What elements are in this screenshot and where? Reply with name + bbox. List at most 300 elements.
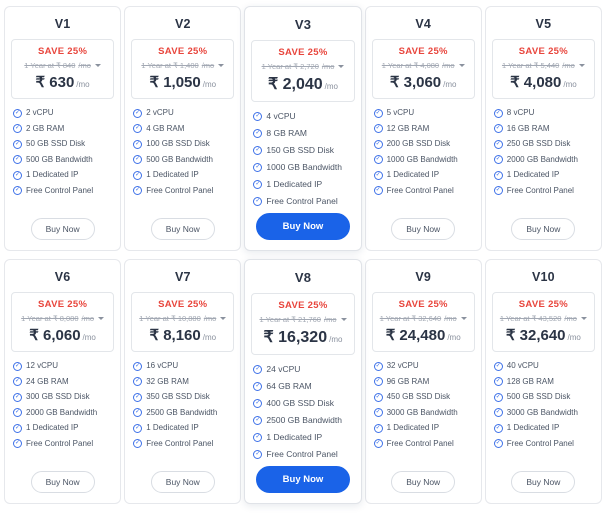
check-circle-icon: ✓ (495, 378, 501, 384)
list-item (253, 364, 354, 374)
feature-label: 2500 GB Bandwidth (266, 415, 342, 425)
feature-label: 500 GB Bandwidth (146, 154, 213, 164)
check-circle-icon: ✓ (255, 197, 261, 204)
check-circle-icon: ✓ (135, 362, 141, 369)
check-circle-icon: ✓ (375, 440, 381, 446)
term-original-price: 1 Year at ₹ 8,080 (21, 314, 79, 323)
list-item (253, 449, 354, 459)
check-circle-icon: ✓ (495, 109, 501, 116)
plan-price-period: /mo (76, 80, 90, 89)
feature-label: 16 GB RAM (506, 123, 550, 133)
list-item (374, 377, 475, 387)
feature-label: Free Control Panel (26, 438, 94, 448)
check-circle-icon: ✓ (495, 187, 501, 193)
feature-label: 1 Dedicated IP (506, 170, 560, 179)
feature-label: Free Control Panel (506, 185, 574, 195)
pricing-card-v3 (244, 6, 361, 251)
price-line (390, 73, 457, 91)
list-item (253, 432, 354, 442)
check-circle-icon: ✓ (14, 409, 21, 415)
list-item (133, 186, 234, 196)
check-circle-icon: ✓ (255, 416, 261, 423)
check-circle-icon: ✓ (495, 171, 501, 178)
feature-label: 2000 GB Bandwidth (506, 154, 578, 164)
buy-now-button[interactable]: Buy Now (391, 471, 455, 493)
check-circle-icon: ✓ (255, 450, 261, 457)
plan-price-period: /mo (324, 82, 338, 91)
term-per-label: /mo (442, 61, 455, 70)
plan-title: V3 (294, 17, 312, 32)
list-item (494, 170, 595, 180)
feature-label: 5 vCPU (386, 108, 415, 117)
check-circle-icon: ✓ (255, 365, 261, 372)
save-badge: SAVE 25% (37, 46, 88, 57)
check-circle-icon: ✓ (14, 424, 21, 431)
feature-label: 2 GB RAM (26, 123, 65, 133)
check-circle-icon: ✓ (495, 424, 501, 431)
plan-price: ₹ 3,060 (389, 74, 442, 91)
list-item (374, 439, 475, 449)
plan-price: ₹ 630 (35, 74, 75, 91)
price-line (149, 326, 216, 344)
check-circle-icon: ✓ (14, 362, 21, 369)
price-box (11, 292, 114, 352)
term-original-price: 1 Year at ₹ 21,760 (259, 315, 321, 324)
feature-list (131, 108, 234, 201)
list-item (253, 381, 354, 391)
check-circle-icon: ✓ (14, 187, 21, 193)
feature-label: Free Control Panel (266, 196, 338, 206)
plan-price-period: /mo (202, 333, 217, 342)
check-circle-icon: ✓ (375, 393, 381, 400)
list-item (133, 361, 234, 371)
list-item (253, 162, 354, 172)
feature-list (492, 361, 595, 454)
save-badge: SAVE 25% (158, 299, 208, 310)
check-circle-icon: ✓ (135, 409, 141, 415)
feature-label: Free Control Panel (386, 185, 454, 195)
feature-label: 64 GB RAM (266, 381, 312, 391)
term-original-price: 1 Year at ₹ 1,400 (141, 61, 199, 70)
list-item (13, 186, 114, 196)
feature-label: 1 Dedicated IP (506, 423, 560, 432)
plan-price: ₹ 32,640 (505, 327, 566, 344)
check-circle-icon: ✓ (135, 171, 141, 178)
list-item (253, 128, 354, 138)
price-box (131, 292, 234, 352)
chevron-down-icon[interactable] (459, 64, 465, 67)
term-original-price: 1 Year at ₹ 4,080 (381, 61, 440, 70)
price-line (268, 74, 338, 94)
feature-label: 3000 GB Bandwidth (506, 407, 578, 417)
feature-label: 1 Dedicated IP (146, 170, 199, 179)
feature-list (131, 361, 234, 454)
list-item (133, 155, 234, 165)
plan-price-period: /mo (563, 80, 577, 89)
feature-label: 12 vCPU (26, 361, 59, 370)
feature-list (251, 364, 354, 466)
plan-title: V10 (531, 270, 555, 284)
chevron-down-icon[interactable] (461, 317, 467, 320)
term-per-label: /mo (564, 314, 577, 323)
price-box (11, 39, 114, 99)
list-item (13, 108, 114, 118)
check-circle-icon: ✓ (375, 187, 381, 193)
feature-label: 32 GB RAM (146, 376, 189, 386)
plan-price: ₹ 16,320 (263, 329, 328, 346)
check-circle-icon: ✓ (375, 140, 381, 147)
list-item (133, 377, 234, 387)
plan-price-period: /mo (443, 80, 457, 89)
list-item (494, 361, 595, 371)
chevron-down-icon[interactable] (338, 65, 344, 68)
check-circle-icon: ✓ (135, 156, 141, 162)
list-item (253, 145, 354, 155)
save-badge: SAVE 25% (37, 299, 88, 310)
term-selector[interactable] (21, 314, 104, 323)
check-circle-icon: ✓ (495, 362, 501, 369)
price-line (36, 73, 90, 91)
price-line (506, 326, 581, 344)
buy-now-button[interactable]: Buy Now (151, 218, 215, 240)
feature-label: 16 vCPU (146, 361, 179, 370)
buy-now-button[interactable]: Buy Now (31, 218, 95, 240)
plan-price-period: /mo (82, 333, 96, 342)
chevron-down-icon[interactable] (341, 318, 347, 321)
price-box (372, 39, 475, 99)
feature-label: 1 Dedicated IP (386, 170, 440, 179)
check-circle-icon: ✓ (135, 109, 141, 116)
feature-label: 8 vCPU (506, 108, 535, 117)
list-item (494, 108, 595, 118)
list-item (253, 179, 354, 189)
list-item (13, 139, 114, 149)
chevron-down-icon[interactable] (218, 64, 224, 67)
list-item (494, 439, 595, 449)
term-selector[interactable] (141, 61, 224, 70)
check-circle-icon: ✓ (135, 125, 141, 131)
buy-now-button[interactable]: Buy Now (511, 471, 575, 493)
check-circle-icon: ✓ (375, 424, 381, 431)
feature-label: Free Control Panel (26, 185, 94, 195)
feature-label: 12 GB RAM (386, 123, 430, 133)
list-item (374, 392, 475, 402)
check-circle-icon: ✓ (375, 125, 381, 131)
feature-label: 500 GB Bandwidth (26, 154, 93, 164)
pricing-card-v10 (485, 259, 602, 504)
term-selector[interactable] (139, 314, 226, 323)
plan-price-period: /mo (202, 80, 217, 89)
list-item (494, 377, 595, 387)
feature-label: 200 GB SSD Disk (386, 139, 451, 148)
feature-label: 100 GB SSD Disk (146, 139, 210, 148)
check-circle-icon: ✓ (135, 393, 141, 400)
feature-label: 1 Dedicated IP (26, 170, 79, 179)
check-circle-icon: ✓ (495, 393, 501, 400)
check-circle-icon: ✓ (14, 378, 21, 384)
buy-now-button[interactable]: Buy Now (256, 466, 351, 493)
list-item (133, 124, 234, 134)
list-item (494, 155, 595, 165)
check-circle-icon: ✓ (375, 156, 381, 162)
feature-label: 96 GB RAM (386, 376, 430, 386)
price-box (251, 40, 354, 102)
check-circle-icon: ✓ (135, 440, 141, 446)
term-original-price: 1 Year at ₹ 10,880 (139, 314, 201, 323)
plan-title: V7 (174, 270, 191, 284)
feature-list (11, 108, 114, 201)
feature-label: 1 Dedicated IP (266, 432, 323, 442)
save-badge: SAVE 25% (518, 299, 568, 310)
feature-label: 2500 GB Bandwidth (146, 407, 218, 417)
price-line (510, 73, 577, 91)
feature-label: 4 GB RAM (146, 123, 185, 133)
list-item (133, 439, 234, 449)
pricing-card-v7 (124, 259, 241, 504)
feature-label: 40 vCPU (506, 361, 539, 370)
plan-price: ₹ 6,060 (29, 327, 81, 344)
list-item (133, 408, 234, 418)
term-selector[interactable] (259, 315, 346, 324)
check-circle-icon: ✓ (14, 171, 21, 178)
term-original-price: 1 Year at ₹ 840 (24, 61, 76, 70)
check-circle-icon: ✓ (255, 433, 261, 440)
term-per-label: /mo (562, 61, 575, 70)
plan-title: V1 (54, 17, 71, 31)
buy-now-button[interactable]: Buy Now (256, 213, 351, 240)
plan-title: V9 (415, 270, 432, 284)
list-item (13, 423, 114, 433)
term-per-label: /mo (323, 315, 337, 324)
feature-label: 50 GB SSD Disk (26, 139, 86, 148)
term-selector[interactable] (502, 61, 585, 70)
feature-label: 2000 GB Bandwidth (26, 407, 98, 417)
list-item (253, 415, 354, 425)
check-circle-icon: ✓ (375, 171, 381, 178)
list-item (374, 186, 475, 196)
check-circle-icon: ✓ (255, 399, 261, 406)
plan-title: V2 (174, 17, 191, 31)
plan-price: ₹ 1,050 (149, 74, 201, 91)
feature-list (492, 108, 595, 201)
list-item (13, 392, 114, 402)
list-item (133, 423, 234, 433)
pricing-card-v6 (4, 259, 121, 504)
save-badge: SAVE 25% (158, 46, 208, 57)
list-item (133, 108, 234, 118)
plan-title: V8 (294, 270, 312, 285)
feature-label: 1 Dedicated IP (26, 423, 79, 432)
feature-label: Free Control Panel (146, 185, 214, 195)
term-original-price: 1 Year at ₹ 5,440 (501, 61, 560, 70)
buy-now-button[interactable]: Buy Now (391, 218, 455, 240)
list-item (494, 423, 595, 433)
term-per-label: /mo (78, 61, 91, 70)
list-item (374, 124, 475, 134)
check-circle-icon: ✓ (135, 378, 141, 384)
save-badge: SAVE 25% (278, 47, 328, 58)
list-item (374, 170, 475, 180)
check-circle-icon: ✓ (495, 140, 501, 147)
check-circle-icon: ✓ (255, 163, 261, 170)
list-item (374, 361, 475, 371)
check-circle-icon: ✓ (135, 424, 141, 431)
feature-list (11, 361, 114, 454)
chevron-down-icon[interactable] (581, 317, 587, 320)
list-item (494, 139, 595, 149)
pricing-card-v5 (485, 6, 602, 251)
list-item (374, 155, 475, 165)
plan-price: ₹ 2,040 (267, 76, 323, 93)
buy-now-button[interactable]: Buy Now (151, 471, 215, 493)
feature-label: 3000 GB Bandwidth (386, 407, 458, 417)
save-badge: SAVE 25% (278, 300, 328, 311)
check-circle-icon: ✓ (135, 140, 141, 147)
check-circle-icon: ✓ (495, 156, 501, 162)
list-item (494, 392, 595, 402)
check-circle-icon: ✓ (14, 125, 21, 131)
price-box (492, 39, 595, 99)
check-circle-icon: ✓ (375, 362, 381, 369)
list-item (133, 392, 234, 402)
price-box (372, 292, 475, 352)
pricing-card-v8 (244, 259, 361, 504)
plan-price: ₹ 24,480 (385, 327, 446, 344)
check-circle-icon: ✓ (14, 140, 21, 147)
save-badge: SAVE 25% (518, 46, 568, 57)
feature-label: 4 vCPU (266, 111, 296, 121)
feature-list (251, 111, 354, 213)
pricing-card-v2 (124, 6, 241, 251)
feature-list (372, 361, 475, 454)
term-per-label: /mo (203, 314, 217, 323)
list-item (374, 408, 475, 418)
term-original-price: 1 Year at ₹ 43,520 (499, 314, 562, 323)
check-circle-icon: ✓ (255, 112, 261, 119)
term-selector[interactable] (500, 314, 587, 323)
check-circle-icon: ✓ (14, 393, 21, 400)
plan-price-period: /mo (447, 333, 461, 342)
buy-now-button[interactable]: Buy Now (511, 218, 575, 240)
list-item (253, 196, 354, 206)
list-item (494, 186, 595, 196)
feature-label: 350 GB SSD Disk (146, 392, 210, 401)
feature-label: 1 Dedicated IP (386, 423, 440, 432)
feature-list (372, 108, 475, 201)
save-badge: SAVE 25% (398, 46, 448, 57)
feature-label: 32 vCPU (386, 361, 419, 370)
plan-price: ₹ 4,080 (510, 74, 562, 91)
list-item (13, 439, 114, 449)
price-line (264, 327, 343, 347)
feature-label: 500 GB SSD Disk (506, 392, 571, 401)
term-per-label: /mo (444, 314, 457, 323)
plan-title: V5 (535, 17, 552, 31)
list-item (133, 139, 234, 149)
check-circle-icon: ✓ (375, 109, 381, 116)
list-item (13, 155, 114, 165)
list-item (374, 423, 475, 433)
feature-label: Free Control Panel (146, 438, 214, 448)
check-circle-icon: ✓ (255, 129, 261, 136)
feature-label: 2 vCPU (146, 108, 174, 117)
check-circle-icon: ✓ (255, 180, 261, 187)
plan-title: V4 (415, 17, 432, 31)
feature-label: Free Control Panel (266, 449, 338, 459)
check-circle-icon: ✓ (255, 146, 261, 153)
feature-label: 24 vCPU (266, 364, 301, 374)
chevron-down-icon[interactable] (579, 64, 585, 67)
list-item (13, 361, 114, 371)
price-box (251, 293, 354, 355)
term-original-price: 1 Year at ₹ 2,720 (261, 62, 319, 71)
term-selector[interactable] (262, 62, 345, 71)
price-box (492, 292, 595, 352)
check-circle-icon: ✓ (135, 187, 141, 193)
list-item (253, 398, 354, 408)
check-circle-icon: ✓ (14, 440, 21, 446)
feature-label: 24 GB RAM (26, 376, 69, 386)
feature-label: Free Control Panel (386, 438, 454, 448)
list-item (374, 139, 475, 149)
term-selector[interactable] (24, 61, 101, 70)
feature-label: 250 GB SSD Disk (506, 139, 571, 148)
save-badge: SAVE 25% (398, 299, 448, 310)
term-per-label: /mo (321, 62, 335, 71)
list-item (13, 170, 114, 180)
pricing-card-v9 (365, 259, 482, 504)
feature-label: 150 GB SSD Disk (266, 145, 334, 155)
list-item (13, 408, 114, 418)
feature-label: 1000 GB Bandwidth (386, 154, 458, 164)
feature-label: 450 GB SSD Disk (386, 392, 451, 401)
price-box (131, 39, 234, 99)
term-selector[interactable] (382, 61, 465, 70)
list-item (374, 108, 475, 118)
feature-label: 2 vCPU (26, 108, 54, 117)
check-circle-icon: ✓ (14, 156, 21, 162)
plan-price-period: /mo (567, 333, 581, 342)
term-per-label: /mo (81, 314, 95, 323)
buy-now-button[interactable]: Buy Now (31, 471, 95, 493)
plan-title: V6 (54, 270, 71, 284)
feature-label: 1 Dedicated IP (146, 423, 199, 432)
feature-label: 8 GB RAM (266, 128, 308, 138)
check-circle-icon: ✓ (255, 382, 261, 389)
list-item (13, 124, 114, 134)
feature-label: 300 GB SSD Disk (26, 392, 90, 401)
price-line (29, 326, 96, 344)
feature-label: 1 Dedicated IP (266, 179, 323, 189)
check-circle-icon: ✓ (495, 125, 501, 131)
term-selector[interactable] (380, 314, 467, 323)
chevron-down-icon[interactable] (220, 317, 226, 320)
list-item (133, 170, 234, 180)
check-circle-icon: ✓ (375, 378, 381, 384)
list-item (253, 111, 354, 121)
check-circle-icon: ✓ (495, 409, 501, 415)
term-per-label: /mo (201, 61, 215, 70)
check-circle-icon: ✓ (14, 109, 21, 116)
plan-price-period: /mo (329, 335, 343, 344)
plan-price: ₹ 8,160 (149, 327, 201, 344)
chevron-down-icon[interactable] (98, 317, 104, 320)
feature-label: 400 GB SSD Disk (266, 398, 334, 408)
chevron-down-icon[interactable] (95, 64, 101, 67)
pricing-card-v4 (365, 6, 482, 251)
feature-label: Free Control Panel (506, 438, 574, 448)
list-item (494, 124, 595, 134)
